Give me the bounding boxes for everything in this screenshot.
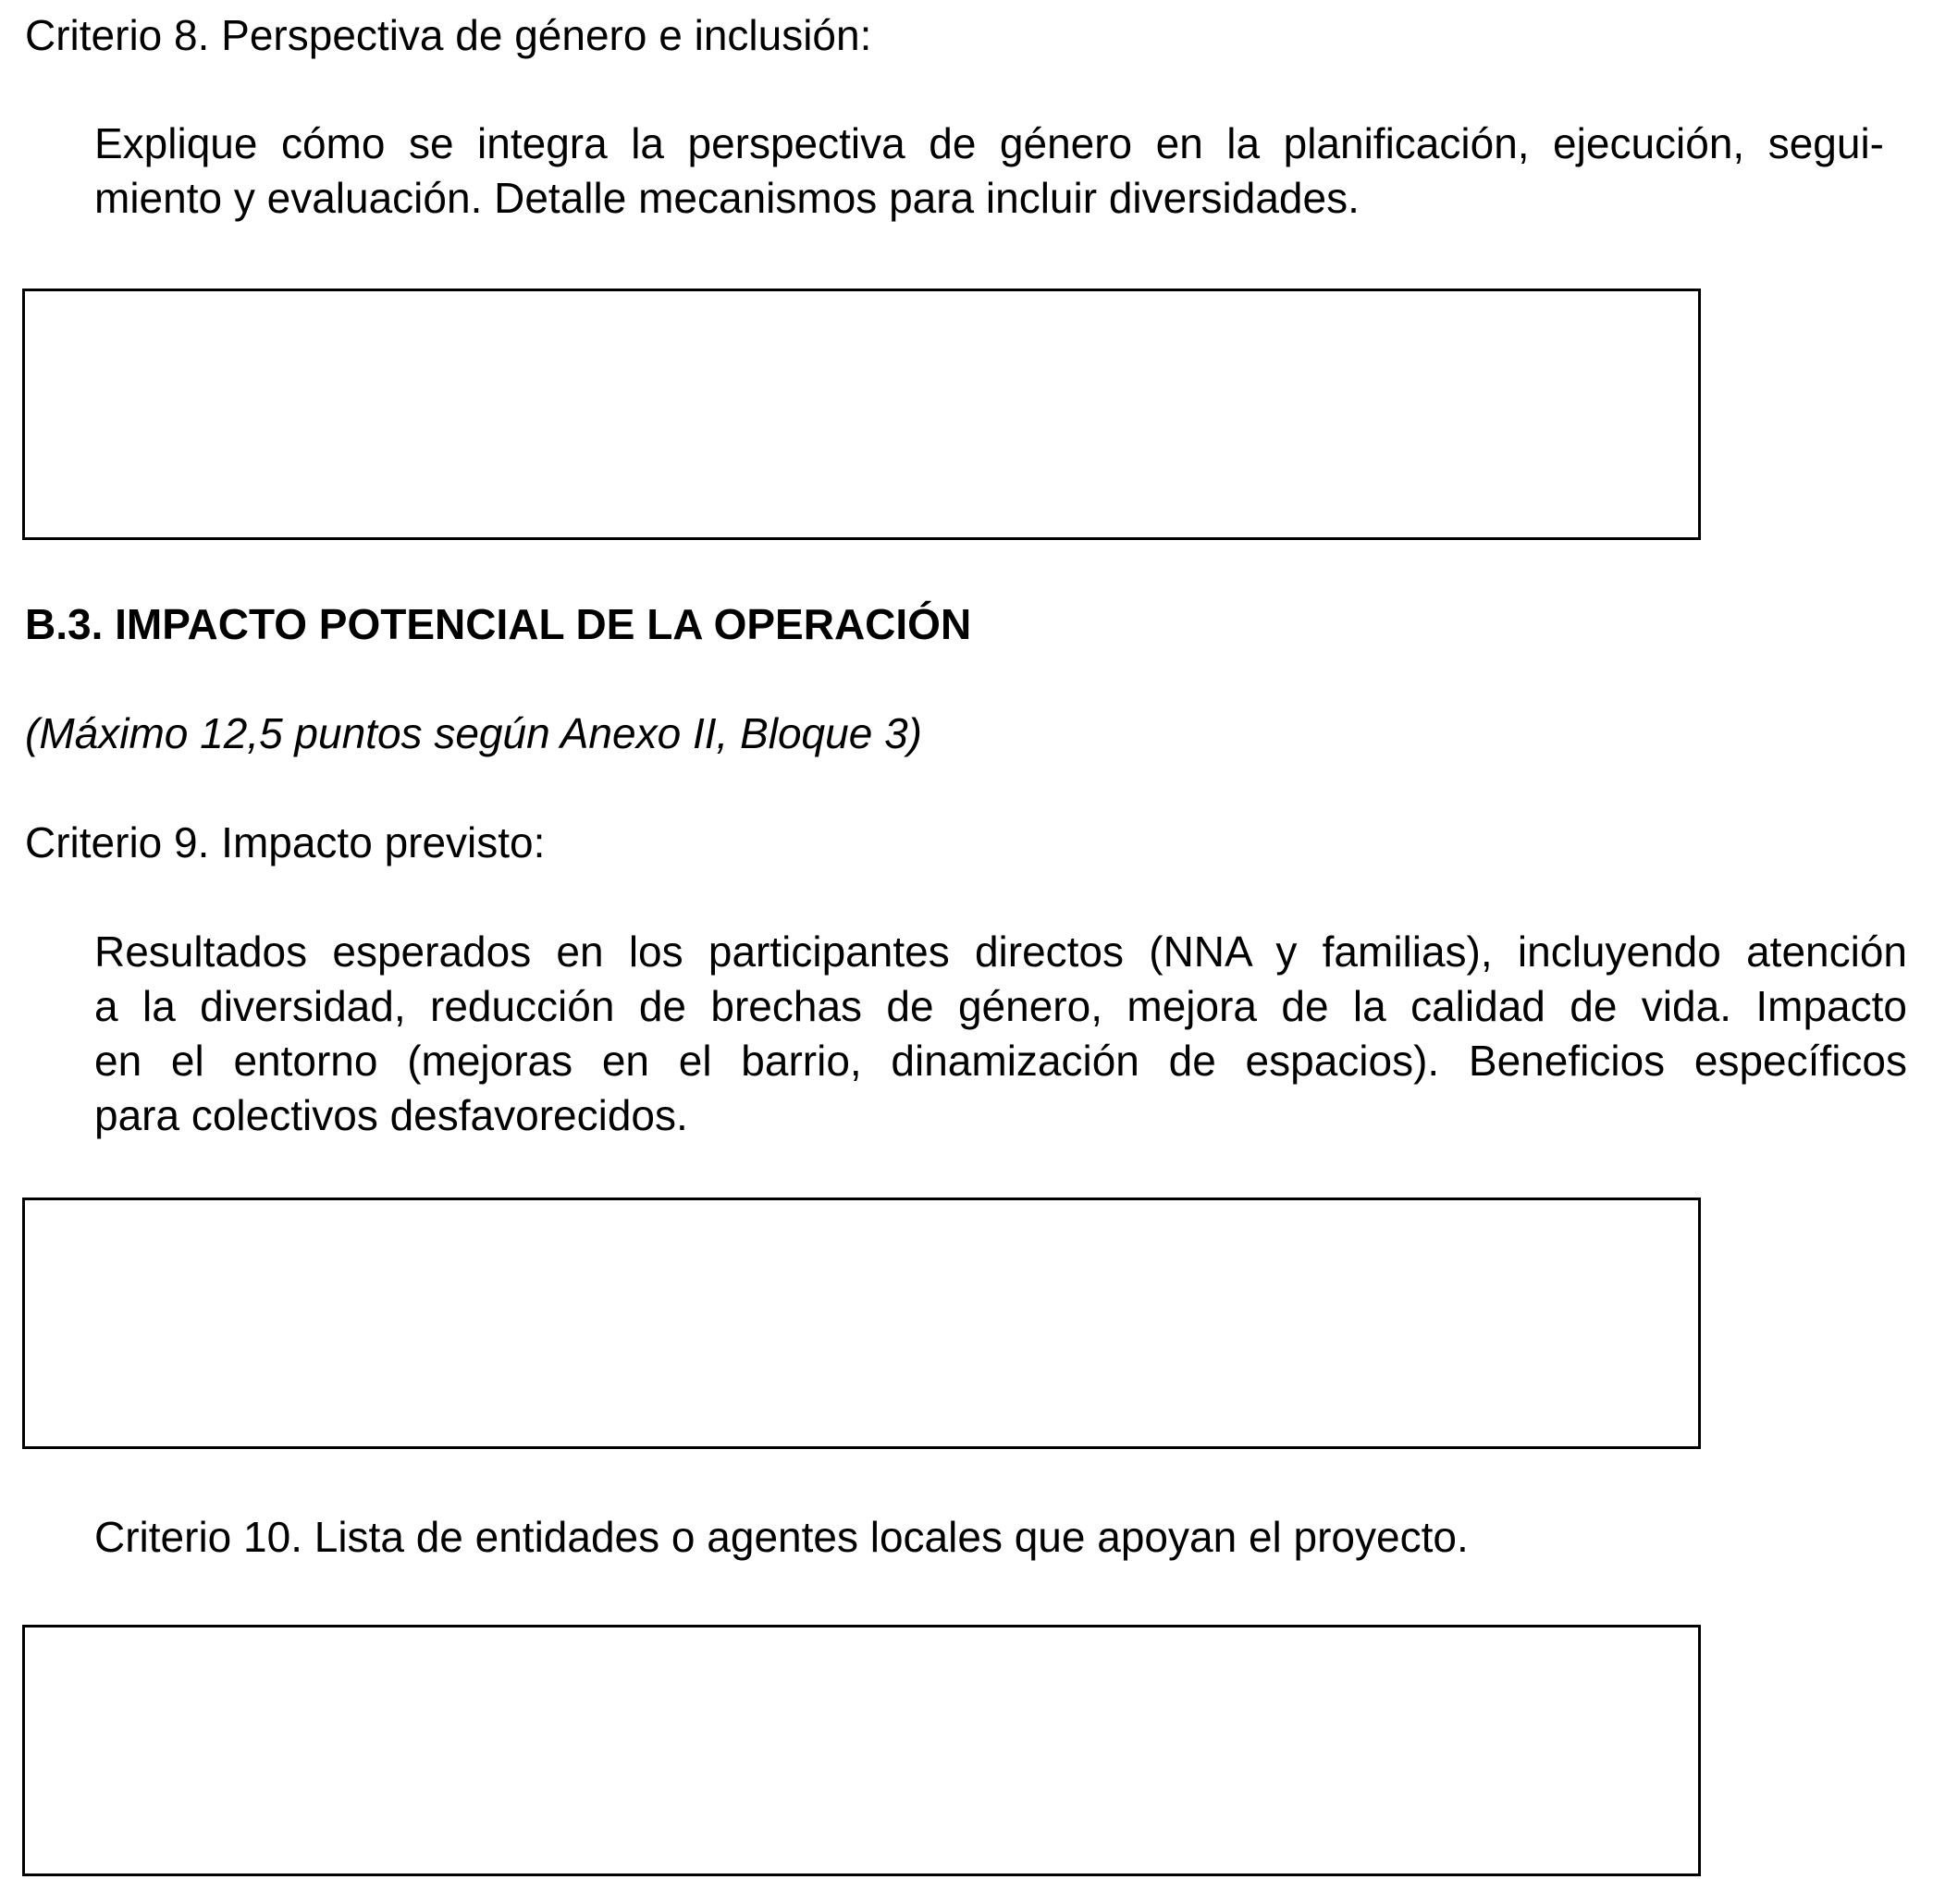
- criterio-8-title: Criterio 8. Perspectiva de género e inclusión:: [25, 11, 872, 59]
- criterio-10-title: Criterio 10. Lista de entidades o agentes locales que apoyan el proyecto.: [94, 1513, 1469, 1561]
- section-b3-note: (Máximo 12,5 puntos según Anexo II, Bloque 3): [25, 709, 922, 757]
- criterio-9-answer-box[interactable]: [22, 1198, 1701, 1449]
- criterio-8-description-line: miento y evaluación. Detalle mecanismos para incluir diversidades.: [94, 174, 1360, 222]
- criterio-9-description-line: en el entorno (mejoras en el barrio, dinamización de espacios). Beneficios específicos: [94, 1037, 1907, 1085]
- criterio-9-description-line: para colectivos desfavorecidos.: [94, 1091, 688, 1139]
- criterio-10-answer-box[interactable]: [22, 1625, 1701, 1876]
- criterio-9-description-line: a la diversidad, reducción de brechas de género, mejora de la calidad de vida. Impacto: [94, 982, 1907, 1030]
- criterio-8-answer-box[interactable]: [22, 289, 1701, 540]
- criterio-9-description: [94, 925, 1907, 1143]
- criterio-9-title: Criterio 9. Impacto previsto:: [25, 818, 546, 866]
- criterio-9-description-line: Resultados esperados en los participantes directos (NNA y familias), incluyendo atención: [94, 927, 1907, 976]
- criterio-8-description: [94, 117, 1907, 226]
- section-b3-heading: B.3. IMPACTO POTENCIAL DE LA OPERACIÓN: [25, 600, 972, 648]
- criterio-8-description-line: Explique cómo se integra la perspectiva de género en la planificación, ejecución, segui-: [94, 119, 1884, 167]
